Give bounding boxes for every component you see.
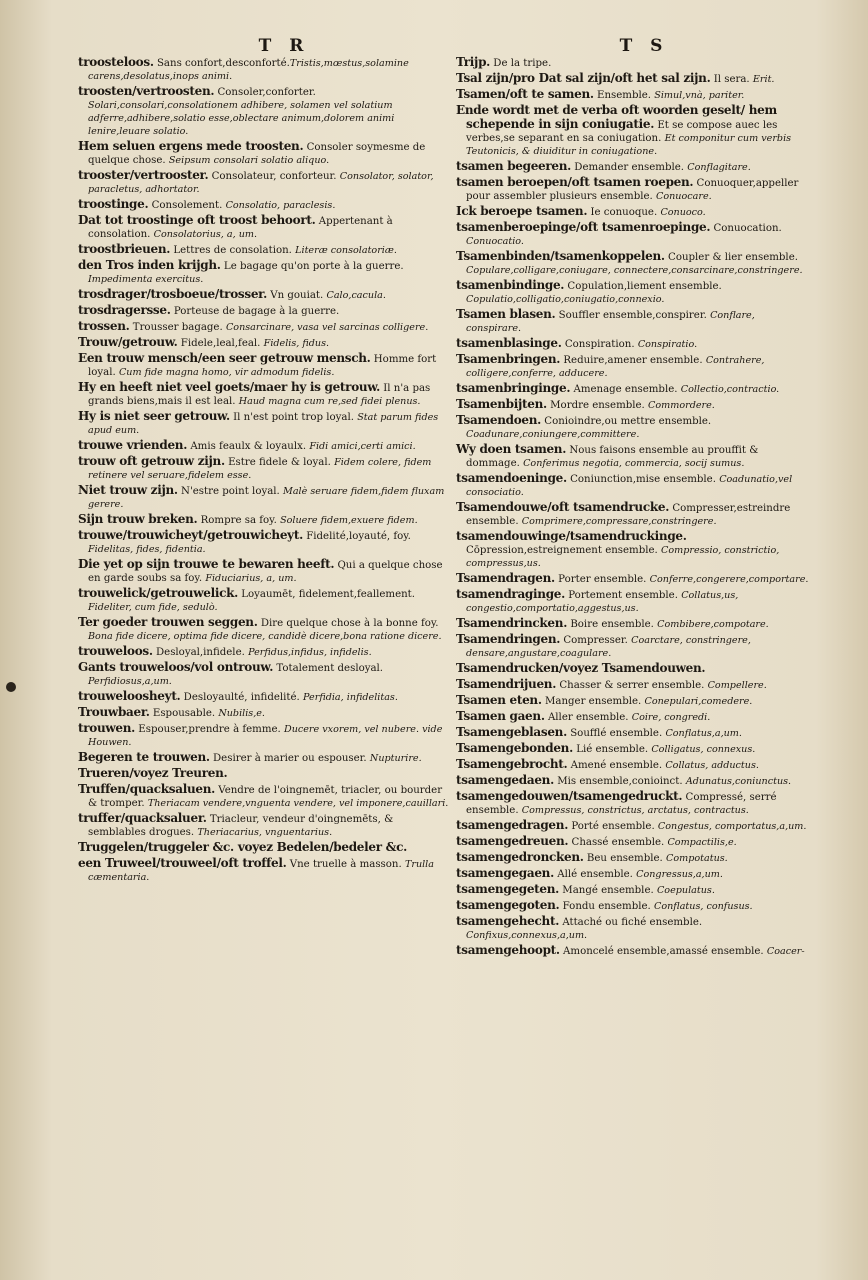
latin-gloss: Cum fide magna homo, vir admodum fidelis. xyxy=(118,367,335,378)
latin-gloss: Coire, congredi. xyxy=(631,712,711,723)
headword: Sijn trouw breken. xyxy=(78,512,198,526)
dictionary-entry xyxy=(78,320,450,334)
headword: Truggelen/truggeler &c. voyez Bedelen/bedeler &c. xyxy=(78,840,408,854)
dictionary-entry xyxy=(78,381,450,408)
dictionary-entry xyxy=(456,819,812,833)
dictionary-entry xyxy=(456,662,812,676)
left-column xyxy=(78,36,450,886)
latin-gloss: Consolatio, paraclesis. xyxy=(225,200,336,211)
dictionary-entry xyxy=(78,243,450,257)
dictionary-entry xyxy=(456,398,812,412)
headword: trouweloosheyt. xyxy=(78,689,181,703)
latin-gloss: Compellere. xyxy=(707,680,767,691)
french-gloss: Portement ensemble. xyxy=(565,590,682,601)
latin-gloss: Consarcinare, vasa vel sarcinas colligere. xyxy=(225,322,429,333)
headword: Niet trouw zijn. xyxy=(78,483,178,497)
latin-gloss: Simul,vnà, pariter. xyxy=(654,90,745,101)
latin-gloss: Collectio,contractio. xyxy=(680,384,780,395)
french-gloss: Lié ensemble. xyxy=(573,744,652,755)
headword: Trijp. xyxy=(456,55,491,69)
dictionary-entry xyxy=(78,706,450,720)
dictionary-entry xyxy=(456,633,812,660)
latin-gloss: Malè seruare fidem,fidem fluxam gerere. xyxy=(88,486,445,510)
dictionary-entry xyxy=(456,337,812,351)
french-gloss: Consolateur, conforteur. xyxy=(208,171,340,182)
headword: Trouwbaer. xyxy=(78,705,150,719)
headword: trouw oft getrouw zijn. xyxy=(78,454,225,468)
dictionary-entry xyxy=(456,472,812,499)
headword: tsamengedaen. xyxy=(456,773,554,787)
dictionary-entry xyxy=(456,851,812,865)
french-gloss: Loyaumēt, fidelement,feallement. xyxy=(237,589,415,600)
french-gloss: Soufflé ensemble. xyxy=(566,728,666,739)
latin-gloss: Conferimus negotia, commercia, socij sumus. xyxy=(523,458,745,469)
headword: truffer/quacksaluer. xyxy=(78,811,207,825)
right-column xyxy=(456,36,812,960)
dictionary-entry xyxy=(78,484,450,511)
headword: Hy en heeft niet veel goets/maer hy is getrouw. xyxy=(78,380,381,394)
dictionary-entry xyxy=(78,56,450,83)
headword: tsamengehecht. xyxy=(456,914,560,928)
french-gloss: Fidele,leal,feal. xyxy=(177,338,264,349)
dictionary-entry xyxy=(456,56,812,70)
french-gloss: Cōpression,estreignement ensemble. xyxy=(466,545,661,556)
headword: Dat tot troostinge oft troost behoort. xyxy=(78,213,316,227)
dictionary-entry xyxy=(456,867,812,881)
latin-gloss: Conflare, conspirare. xyxy=(466,310,755,334)
headword: Ter goeder trouwen seggen. xyxy=(78,615,258,629)
latin-gloss: Compactilis,e. xyxy=(667,837,737,848)
dictionary-entry xyxy=(78,812,450,839)
dictionary-entry xyxy=(456,530,812,570)
latin-gloss: Contrahere, colligere,conferre, adducere. xyxy=(466,355,765,379)
dictionary-entry xyxy=(456,758,812,772)
dictionary-entry xyxy=(456,308,812,335)
french-gloss: Il n'est point trop loyal. xyxy=(229,412,358,423)
dictionary-entry xyxy=(78,169,450,196)
headword: troostbrieuen. xyxy=(78,242,171,256)
dictionary-entry xyxy=(78,439,450,453)
french-gloss: Qui a quelque chose en garde soubs sa foy. xyxy=(88,560,443,584)
dictionary-entry xyxy=(456,72,812,86)
headword: tsamengedroncken. xyxy=(456,850,584,864)
french-gloss: Conspiration. xyxy=(561,339,638,350)
french-gloss: Conioindre,ou mettre ensemble. xyxy=(541,416,712,427)
french-gloss: Consoler soymesme de quelque chose. xyxy=(88,142,426,166)
dictionary-entry xyxy=(78,85,450,138)
latin-gloss: Perfidiosus,a,um. xyxy=(88,676,172,687)
headword: Tsamendragen. xyxy=(456,571,555,585)
dictionary-entry xyxy=(78,352,450,379)
dictionary-entry xyxy=(456,443,812,470)
latin-gloss: Conuocatio. xyxy=(466,236,524,247)
dictionary-entry xyxy=(456,382,812,396)
headword: tsamenbindinge. xyxy=(456,278,565,292)
french-gloss: Coniunction,mise ensemble. xyxy=(566,474,720,485)
headword: Die yet op sijn trouwe te bewaren heeft. xyxy=(78,557,335,571)
headword: Hy is niet seer getrouw. xyxy=(78,409,230,423)
latin-gloss: Collatus, adductus. xyxy=(665,760,759,771)
french-gloss: Conuoquer,appeller pour assembler plusieurs ensemble. xyxy=(466,178,799,202)
latin-gloss: Ducere vxorem, vel nubere. vide Houwen. xyxy=(88,724,443,748)
french-gloss: Triacleur, vendeur d'oingnemēts, & semblables drogues. xyxy=(88,814,394,838)
french-gloss: Amenage ensemble. xyxy=(570,384,681,395)
french-gloss: Trousser bagage. xyxy=(129,322,226,333)
headword: trouweloos. xyxy=(78,644,153,658)
headword: Tsamen gaen. xyxy=(456,709,545,723)
french-gloss: Beu ensemble. xyxy=(583,853,667,864)
french-gloss: Porteuse de bagage à la guerre. xyxy=(170,306,340,317)
headword: trosdrager/trosboeue/trosser. xyxy=(78,287,267,301)
latin-gloss: Impedimenta exercitus. xyxy=(88,274,204,285)
french-gloss: Demander ensemble. xyxy=(571,162,688,173)
headword: tsamendraginge. xyxy=(456,587,565,601)
dictionary-entry xyxy=(78,783,450,810)
latin-gloss: Soluere fidem,exuere fidem. xyxy=(280,515,418,526)
latin-gloss: Colligatus, connexus. xyxy=(651,744,756,755)
headword: trossen. xyxy=(78,319,130,333)
french-gloss: Mangé ensemble. xyxy=(559,885,657,896)
latin-gloss: Seipsum consolari solatio aliquo. xyxy=(168,155,330,166)
french-gloss: Dire quelque chose à la bonne foy. xyxy=(257,618,439,629)
latin-gloss: Coadunare,coniungere,committere. xyxy=(466,429,640,440)
french-gloss: Porté ensemble. xyxy=(568,821,658,832)
latin-gloss: Compotatus. xyxy=(666,853,728,864)
french-gloss: Et se compose auec les verbes,se separant en sa coniugation. xyxy=(466,120,778,144)
latin-gloss: Fidem colere, fidem retinere vel seruare,fidelem esse. xyxy=(88,457,432,481)
dictionary-entry xyxy=(456,176,812,203)
latin-gloss: Nupturire. xyxy=(369,753,422,764)
latin-gloss: Confixus,connexus,a,um. xyxy=(466,930,588,941)
dictionary-entry xyxy=(456,501,812,528)
headword: Tsamengebrocht. xyxy=(456,757,568,771)
dictionary-entry xyxy=(456,944,812,958)
french-gloss: Totalement desloyal. xyxy=(273,663,384,674)
french-gloss: Porter ensemble. xyxy=(554,574,650,585)
dictionary-entry xyxy=(78,558,450,585)
french-gloss: Rompre sa foy. xyxy=(197,515,281,526)
latin-gloss: Conspiratio. xyxy=(637,339,698,350)
headword: Ende wordt met de verba oft woorden geselt/ hem schepende in sijn coniugatie. xyxy=(456,103,777,131)
latin-gloss: Comprimere,compressare,constringere. xyxy=(521,516,717,527)
headword: tsamen beroepen/oft tsamen roepen. xyxy=(456,175,694,189)
dictionary-entry xyxy=(456,88,812,102)
dictionary-entry xyxy=(78,645,450,659)
headword: Tsamenbinden/tsamenkoppelen. xyxy=(456,249,665,263)
dictionary-entry xyxy=(78,841,450,855)
latin-gloss: Calo,cacula. xyxy=(326,290,386,301)
headword: Trouw/getrouw. xyxy=(78,335,178,349)
latin-gloss: Coepulatus. xyxy=(656,885,715,896)
headword: tsamengedragen. xyxy=(456,818,569,832)
latin-gloss: Theriacarius, vnguentarius. xyxy=(197,827,333,838)
french-gloss: Compressé, serré ensemble. xyxy=(466,792,777,816)
latin-gloss: Et componitur cum verbis Teutonicis, & diuiditur in coniugatione. xyxy=(466,133,792,157)
french-gloss: Il sera. xyxy=(710,74,753,85)
latin-gloss: Coarctare, constringere, densare,angustare,coagulare. xyxy=(466,635,751,659)
headword: Trueren/voyez Treuren. xyxy=(78,766,228,780)
french-gloss: Mordre ensemble. xyxy=(546,400,649,411)
dictionary-entry xyxy=(456,726,812,740)
dictionary-entry xyxy=(78,410,450,437)
dictionary-entry xyxy=(456,790,812,817)
latin-gloss: Conuocare. xyxy=(656,191,712,202)
headword: tsamendouwinge/tsamendruckinge. xyxy=(456,529,687,543)
french-gloss: Estre fidele & loyal. xyxy=(224,457,335,468)
french-gloss: Copulation,liement ensemble. xyxy=(564,281,722,292)
dictionary-entry xyxy=(78,214,450,241)
french-gloss: Le bagage qu'on porte à la guerre. xyxy=(220,261,404,272)
french-gloss: Allé ensemble. xyxy=(553,869,637,880)
french-gloss: Desirer à marier ou espouser. xyxy=(209,753,370,764)
dictionary-entry xyxy=(78,616,450,643)
latin-gloss: Erit. xyxy=(752,74,775,85)
headword: trouwe/trouwicheyt/getrouwicheyt. xyxy=(78,528,303,542)
dictionary-entry xyxy=(456,104,812,158)
french-gloss: Conuocation. xyxy=(710,223,782,234)
french-gloss: Nous faisons ensemble au prouffit & dommage. xyxy=(466,445,759,469)
headword: trouwen. xyxy=(78,721,136,735)
headword: troosteloos. xyxy=(78,55,154,69)
french-gloss: Souffler ensemble,conspirer. xyxy=(555,310,711,321)
headword: Tsal zijn/pro Dat sal zijn/oft het sal zijn. xyxy=(456,71,711,85)
headword: tsamengehoopt. xyxy=(456,943,560,957)
latin-gloss: Congressus,a,um. xyxy=(636,869,723,880)
french-gloss: Consolement. xyxy=(148,200,226,211)
latin-gloss: Trulla cæmentaria. xyxy=(88,859,434,883)
french-gloss: Espouser,prendre à femme. xyxy=(135,724,285,735)
headword: trouwe vrienden. xyxy=(78,438,188,452)
dictionary-entry xyxy=(456,774,812,788)
headword: troosten/vertroosten. xyxy=(78,84,215,98)
headword: tsamengegoten. xyxy=(456,898,560,912)
headword: Gants trouweloos/vol ontrouw. xyxy=(78,660,274,674)
dictionary-entry xyxy=(78,288,450,302)
latin-gloss: Perfidia, infidelitas. xyxy=(303,692,398,703)
french-gloss: Ie conuoque. xyxy=(587,207,661,218)
latin-gloss: Fiduciarius, a, um. xyxy=(205,573,297,584)
dictionary-entry xyxy=(456,742,812,756)
dictionary-entry xyxy=(78,751,450,765)
headword: Tsamendrincken. xyxy=(456,616,568,630)
headword: Tsamendoen. xyxy=(456,413,542,427)
latin-gloss: Consolatorius, a, um. xyxy=(153,229,258,240)
latin-gloss: Bona fide dicere, optima fide dicere, candidè dicere,bona ratione dicere. xyxy=(88,631,442,642)
latin-gloss: Theriacam vendere,vnguenta vendere, vel imponere,cauillari. xyxy=(147,798,449,809)
latin-gloss: Adunatus,coniunctus. xyxy=(685,776,792,787)
french-gloss: Homme fort loyal. xyxy=(88,354,437,378)
headword: tsamenblasinge. xyxy=(456,336,562,350)
headword: tsamengegeten. xyxy=(456,882,560,896)
french-gloss: Amis feaulx & loyaulx. xyxy=(187,441,310,452)
headword: Truffen/quacksaluen. xyxy=(78,782,216,796)
dictionary-entry xyxy=(456,883,812,897)
dictionary-entry xyxy=(456,710,812,724)
latin-gloss: Conflatus, confusus. xyxy=(654,901,753,912)
latin-gloss: Stat parum fides apud eum. xyxy=(88,412,439,436)
french-gloss: Ensemble. xyxy=(593,90,655,101)
french-gloss: Fidelité,loyauté, foy. xyxy=(302,531,411,542)
headword: trosdragersse. xyxy=(78,303,171,317)
latin-gloss: Coacer- xyxy=(766,946,805,957)
dictionary-entry xyxy=(456,915,812,942)
french-gloss: Desloyal,infidele. xyxy=(152,647,249,658)
latin-gloss: Nubilis,e. xyxy=(218,708,265,719)
french-gloss: Compresser. xyxy=(560,635,632,646)
headword: tsamenberoepinge/oft tsamenroepinge. xyxy=(456,220,711,234)
headword: Begeren te trouwen. xyxy=(78,750,210,764)
french-gloss: Manger ensemble. xyxy=(541,696,645,707)
french-gloss: Amoncelé ensemble,amassé ensemble. xyxy=(559,946,767,957)
latin-gloss: Solari,consolari,consolationem adhibere, solamen vel solatium adferre,adhibere,solatio esse,oblectare animum,dolorem animi lenire,leuare solatio. xyxy=(88,100,395,137)
right-entry-list xyxy=(456,56,812,958)
french-gloss: Consoler,conforter. xyxy=(214,87,316,98)
dictionary-entry xyxy=(78,304,450,318)
latin-gloss: Collatus,us, congestio,comportatio,aggestus,us. xyxy=(466,590,739,614)
headword: Hem seluen ergens mede troosten. xyxy=(78,139,304,153)
headword: Tsamenbijten. xyxy=(456,397,547,411)
dictionary-entry xyxy=(456,899,812,913)
headword: Ick beroepe tsamen. xyxy=(456,204,588,218)
dictionary-entry xyxy=(456,221,812,248)
latin-gloss: Commordere. xyxy=(648,400,715,411)
french-gloss: Il n'a pas grands biens,mais il est leal. xyxy=(88,383,431,407)
french-gloss: N'estre point loyal. xyxy=(177,486,284,497)
latin-gloss: Compressus, constrictus, arctatus, contractus. xyxy=(521,805,749,816)
headword: den Tros inden krijgh. xyxy=(78,258,221,272)
dictionary-entry xyxy=(78,661,450,688)
french-gloss: Reduire,amener ensemble. xyxy=(560,355,706,366)
french-gloss: Coupler & lier ensemble. xyxy=(664,252,798,263)
french-gloss: Sans confort,desconforté. xyxy=(153,58,290,69)
latin-gloss: Copulare,colligare,coniugare, connectere,consarcinare,constringere. xyxy=(466,265,803,276)
dictionary-entry xyxy=(78,336,450,350)
dictionary-entry xyxy=(456,353,812,380)
ink-blot xyxy=(6,682,16,692)
french-gloss: Attaché ou fiché ensemble. xyxy=(559,917,703,928)
french-gloss: Compresser,estreindre ensemble. xyxy=(466,503,791,527)
dictionary-entry xyxy=(456,678,812,692)
headword: Tsamenbringen. xyxy=(456,352,561,366)
headword: trooster/vertrooster. xyxy=(78,168,209,182)
latin-gloss: Combibere,compotare. xyxy=(657,619,769,630)
dictionary-entry xyxy=(78,455,450,482)
headword: Tsamen/oft te samen. xyxy=(456,87,594,101)
dictionary-entry xyxy=(456,617,812,631)
french-gloss: Amené ensemble. xyxy=(567,760,666,771)
headword: Tsamendringen. xyxy=(456,632,561,646)
headword: Tsamendouwe/oft tsamendrucke. xyxy=(456,500,670,514)
french-gloss: Vn gouiat. xyxy=(266,290,327,301)
headword: tsamengegaen. xyxy=(456,866,554,880)
headword: tsamengedouwen/tsamengedruckt. xyxy=(456,789,683,803)
latin-gloss: Perfidus,infidus, infidelis. xyxy=(248,647,372,658)
dictionary-entry xyxy=(456,588,812,615)
headword: tsamenbringinge. xyxy=(456,381,571,395)
headword: troostinge. xyxy=(78,197,149,211)
headword: Tsamendrucken/voyez Tsamendouwen. xyxy=(456,661,706,675)
dictionary-entry xyxy=(78,722,450,749)
latin-gloss: Haud magna cum re,sed fidei plenus. xyxy=(238,396,421,407)
latin-gloss: Fidi amici,certi amici. xyxy=(309,441,416,452)
headword: tsamendoeninge. xyxy=(456,471,567,485)
french-gloss: Desloyaulté, infidelité. xyxy=(180,692,304,703)
dictionary-entry xyxy=(78,857,450,884)
headword: Een trouw mensch/een seer getrouw mensch. xyxy=(78,351,371,365)
latin-gloss: Congestus, comportatus,a,um. xyxy=(657,821,807,832)
dictionary-entry xyxy=(78,513,450,527)
headword: Tsamengebonden. xyxy=(456,741,573,755)
headword: tsamengedreuen. xyxy=(456,834,569,848)
french-gloss: Espousable. xyxy=(149,708,219,719)
dictionary-entry xyxy=(456,572,812,586)
headword: een Truweel/trouweel/oft troffel. xyxy=(78,856,287,870)
headword: tsamen begeeren. xyxy=(456,159,572,173)
dictionary-entry xyxy=(78,198,450,212)
french-gloss: Appertenant à consolation. xyxy=(88,216,393,240)
dictionary-entry xyxy=(456,160,812,174)
latin-gloss: Copulatio,colligatio,coniugatio,connexio. xyxy=(466,294,665,305)
latin-gloss: Conepulari,comedere. xyxy=(644,696,753,707)
dictionary-entry xyxy=(78,690,450,704)
french-gloss: Aller ensemble. xyxy=(544,712,632,723)
dictionary-entry xyxy=(456,205,812,219)
latin-gloss: Fidelis, fidus. xyxy=(263,338,330,349)
french-gloss: Vne truelle à masson. xyxy=(286,859,405,870)
french-gloss: Fondu ensemble. xyxy=(559,901,654,912)
headword: Tsamen eten. xyxy=(456,693,542,707)
dictionary-entry xyxy=(456,279,812,306)
latin-gloss: Fideliter, cum fide, sedulò. xyxy=(88,602,218,613)
latin-gloss: Fidelitas, fides, fidentia. xyxy=(88,544,206,555)
dictionary-entry xyxy=(456,414,812,441)
dictionary-entry xyxy=(456,694,812,708)
french-gloss: Chasser & serrer ensemble. xyxy=(556,680,708,691)
dictionary-entry xyxy=(78,140,450,167)
latin-gloss: Tristis,mœstus,solamine carens,desolatus,inops animi. xyxy=(88,58,409,82)
french-gloss: Lettres de consolation. xyxy=(170,245,296,256)
french-gloss: De la tripe. xyxy=(490,58,552,69)
dictionary-entry xyxy=(78,529,450,556)
dictionary-entry xyxy=(78,767,450,781)
latin-gloss: Compressio, constrictio, compressus,us. xyxy=(466,545,780,569)
dictionary-entry xyxy=(78,587,450,614)
latin-gloss: Conuoco. xyxy=(660,207,706,218)
latin-gloss: Conferre,congerere,comportare. xyxy=(649,574,809,585)
headword: Tsamen blasen. xyxy=(456,307,556,321)
latin-gloss: Conflagitare. xyxy=(687,162,751,173)
headword: Tsamendrijuen. xyxy=(456,677,557,691)
dictionary-entry xyxy=(78,259,450,286)
latin-gloss: Consolator, solator, paracletus, adhortator. xyxy=(88,171,434,195)
latin-gloss: Literæ consolatoriæ. xyxy=(295,245,397,256)
french-gloss: Chassé ensemble. xyxy=(568,837,668,848)
latin-gloss: Conflatus,a,um. xyxy=(665,728,742,739)
headword: Tsamengeblasen. xyxy=(456,725,567,739)
headword: trouwelick/getrouwelick. xyxy=(78,586,238,600)
right-column-header: T S xyxy=(619,36,669,56)
latin-gloss: Coadunatio,vel consociatio. xyxy=(466,474,793,498)
dictionary-entry xyxy=(456,250,812,277)
left-column-header: T R xyxy=(258,36,310,56)
headword: Wy doen tsamen. xyxy=(456,442,567,456)
french-gloss: Mis ensemble,conioinct. xyxy=(553,776,686,787)
left-entry-list xyxy=(78,56,450,884)
french-gloss: Boire ensemble. xyxy=(567,619,658,630)
french-gloss: Vendre de l'oingnemēt, triacler, ou bourder & tromper. xyxy=(88,785,443,809)
dictionary-entry xyxy=(456,835,812,849)
